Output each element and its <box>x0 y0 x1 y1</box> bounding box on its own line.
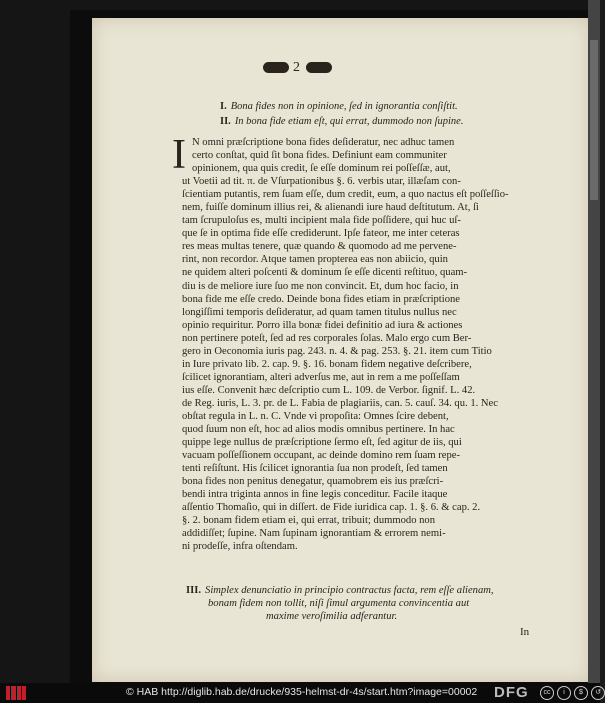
text-line: longiſſimi temporis deſideratur, ad quam tamen titulus nullus nec <box>182 306 457 318</box>
text-line: ſcilicet ignorantiam, alteri adverſus me, aut in rem a me poſſeſſam <box>182 371 460 383</box>
text-line: que ſe in optima fide eſſe crediderunt. Ipſe fateor, me inter ceteras <box>182 228 460 240</box>
footer-bar <box>0 683 600 703</box>
scrollbar[interactable] <box>588 0 600 683</box>
text-line: bona fide me eſſe credo. Deinde bona fides etiam in præſcriptione <box>182 293 460 305</box>
page-number: 2 <box>293 60 301 75</box>
text-line: ius eſſe. Convenit hæc deſcriptio cum L. 109. de Verbor. ſignif. L. 42. <box>182 384 476 396</box>
summary-2: II. In bona fide etiam eſt, qui errat, dummodo non ſupine. <box>220 116 464 127</box>
sa-icon: ↺ <box>591 686 605 700</box>
text-line: rint, non recordor. Atque tamen propterea eas non abiicio, quin <box>182 254 448 266</box>
summary-3-line: bonam fidem non tollit, niſi ſimul argumenta convincentia aut <box>208 598 470 609</box>
text-line: N omni præſcriptione bona fides deſideratur, nec adhuc tamen <box>192 137 455 148</box>
text-line: res meas multas tenere, quæ quando & quomodo ad me pervene- <box>182 241 457 253</box>
text-line: certo conſtat, quid ſit bona fides. Definiunt eam communiter <box>192 150 447 162</box>
text-line: addidiſſet; ſupine. Nam ſupinam ignorantiam & errorem nemi- <box>182 528 446 540</box>
license-badges[interactable] <box>540 686 605 700</box>
ornament-left-icon <box>263 62 289 73</box>
summary-3: III. Simplex denunciatio in principio contractus facta, rem eſſe alienam, bonam fidem non tollit, niſi ſimul argumenta convincentia aut maxime veroſimilia adferantur. <box>186 584 526 623</box>
text-line: non pertinere poteſt, ſed ad res corporales ſolas. Malo ergo cum Ber- <box>182 332 472 344</box>
text-line: opinio requiritur. Porro illa bonæ fidei definitio ad iura & actiones <box>182 319 463 331</box>
text-line: nem, fuiſſe dominum illius rei, & alienandi iure haud deſtitutum. At, ſi <box>182 202 479 214</box>
text-line: vacuam poſſeſſionem occupant, ac deinde domino rem ſuam repe- <box>182 450 460 462</box>
text-line: opinionem, qua quis credit, ſe eſſe dominum rei poſſeſſæ, aut, <box>192 163 451 175</box>
catchword: In <box>520 626 530 638</box>
text-line: §. 2. bonam fidem etiam ei, qui errat, tribuit; dummodo non <box>182 515 436 527</box>
scrollbar-thumb[interactable] <box>590 40 598 200</box>
text-line: ni prodeſſe, infra oſtendam. <box>182 541 298 553</box>
text-line: gero in Oeconomia iuris pag. 243. n. 4. & pag. 253. §. 21. item cum Titio <box>182 345 492 357</box>
body-text <box>182 136 520 554</box>
text-line: quod ſuum non eſt, hoc ad alios modis omnibus pertinere. In hac <box>182 424 455 436</box>
text-line: ut Voetii ad tit. π. de Vſurpationibus §. 6. verbis utar, illæſam con- <box>182 176 461 188</box>
cc-icon: cc <box>540 686 554 700</box>
text-line: in Iure privato lib. 2. cap. 9. §. 16. bonam fidem negative deſcribere, <box>182 358 472 370</box>
text-line: quippe lege nullus de præſcriptione ſermo eſt, ſed agitur de iis, qui <box>182 437 462 449</box>
text-line: ne quidem alteri poſcenti & dominum ſe eſſe dicenti reſtituo, quam- <box>182 267 468 279</box>
text-line: bona fides non penitus denegatur, quamobrem eis ius præſcri- <box>182 476 444 488</box>
summary-1: I. Bona fides non in opinione, ſed in ignorantia conſiſtit. <box>220 101 458 112</box>
text-line: ſcientiam putantis, rem ſuam eſſe, dum credit, eum, a quo nactus eſt poſſeſſio- <box>182 189 509 201</box>
by-icon: i <box>557 686 571 700</box>
text-line: de Reg. iuris, L. 3. pr. de L. Fabia de plagiariis, can. 5. cauſ. 34. qu. 1. Nec <box>182 397 498 409</box>
text-line: aſſentio Thomaſio, qui in diſſert. de Fide iuridica cap. 1. §. 6. & cap. 2. <box>182 502 481 514</box>
text-line: diu is de meliore iure ſuo me non convincit. Et, dum hoc facio, in <box>182 280 459 292</box>
text-line: bendi intra triginta annos in fine legis conceditur. Facile itaque <box>182 489 448 501</box>
text-line: tam ſcrupuloſus es, multi incipient mala fide poſſidere, qui huc uſ- <box>182 215 461 227</box>
drop-capital: I <box>172 132 186 178</box>
source-link[interactable]: © HAB http://diglib.hab.de/drucke/935-helmst-dr-4s/start.htm?image=00002 <box>126 686 478 698</box>
page-header <box>222 60 372 76</box>
text-line: tenti reſiſtunt. His ſcilicet ignorantia ſua non prodeſt, ſed tamen <box>182 463 448 475</box>
summary-3-line: Simplex denunciatio in principio contractus facta, rem eſſe alienam, <box>205 585 494 596</box>
nc-icon: $ <box>574 686 588 700</box>
dfg-logo: DFG <box>494 684 529 701</box>
hab-logo-icon <box>6 686 26 700</box>
summary-3-line: maxime veroſimilia adferantur. <box>266 611 398 622</box>
ornament-right-icon <box>306 62 332 73</box>
text-line: obſtat regula in L. n. C. Vnde vi propoſita: Omnes ſcire debent, <box>182 410 449 422</box>
